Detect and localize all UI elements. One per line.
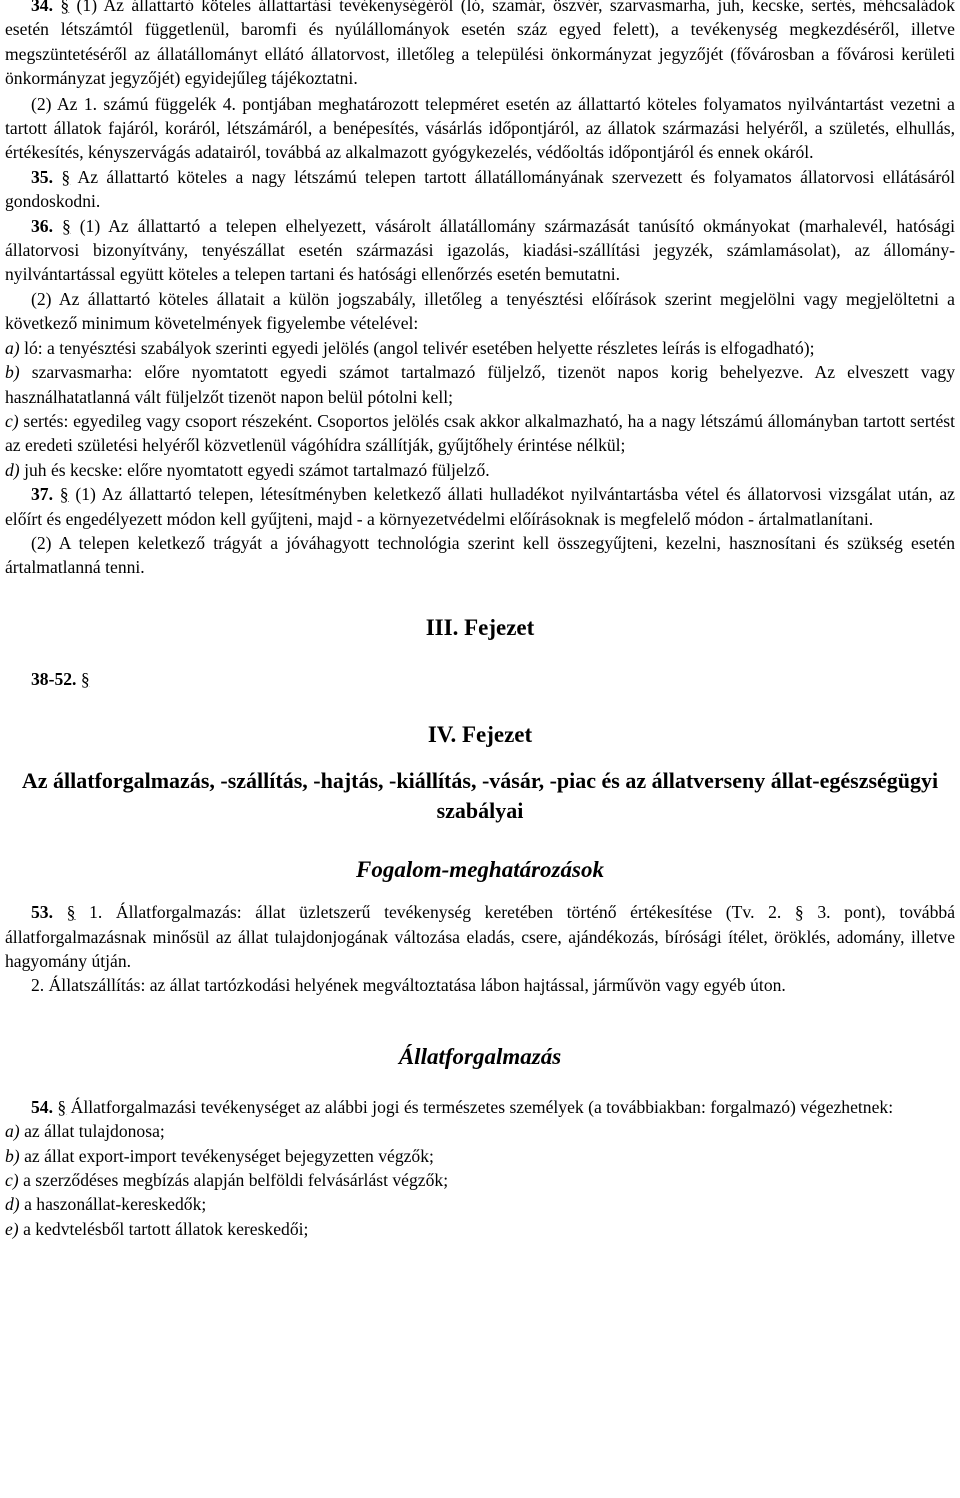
list-text: juh és kecske: előre nyomtatott egyedi számot tartalmazó füljelző. [24,459,490,480]
section-number: 38-52. [31,668,77,689]
section-sign: § [61,215,71,236]
section-sign: § [66,902,76,923]
list-text: a kedvtelésből tartott állatok kereskedői; [23,1218,309,1239]
chapter-4-title: Az állatforgalmazás, -szállítás, -hajtás, -kiállítás, -vásár, -piac és az állatverseny állat-egészségügyi szabályai [21,768,939,824]
list-label: a) [5,1121,20,1142]
paragraph-text: 1. Állatforgalmazás: állat üzletszerű tevékenység keretében történő értékesítése (Tv. 2. § 3. pont), továbbá állatforgalmazásnak minősül az állat tulajdonjogának változása eladás, csere, ajándékozás, bírósági ítélet, öröklés, adomány, illetve hagyomány útján. [5,902,956,971]
section-sign: § [60,0,70,15]
list-item-b [5,360,955,409]
paragraph-text: (1) Az állattartó köteles állattartási tevékenységéről (ló, szamár, öszvér, szarvasmarha, juh, kecske, sertés, méhcsaládok esetén létszámtól függetlenül, baromfi és nyúlállományok esetén száz egyed felett), a tevékenység megkezdéséről, illetve megszüntetéséről az állatállományt ellátó állatorvost, illetőleg a települési önkormányzat jegyzőjét (fővárosban a fővárosi kerületi önkormányzat jegyzőjét) egyidejűleg tájékoztatni. [5,0,955,89]
paragraph-text: (1) Az állattartó a telepen elhelyezett, vásárolt állatállomány származását tanúsító okmányokat (marhalevél, hatósági állatorvosi bizonyítvány, tenyészállat esetén származási igazolás, kiadási-szállítási jegyzék, számlamásolat), az állomány-nyilvántartással együtt köteles a telepen tartani és hatósági ellenőrzés esetén bemutatni. [5,215,955,285]
paragraph-53-2: 2. Állatszállítás: az állat tartózkodási helyének megváltoztatása lábon hajtással, járművön vagy egyéb úton. [31,975,786,996]
subtitle-animal-trade: Állatforgalmazás [398,1043,562,1069]
list-54-item-c [5,1168,955,1192]
list-item-d [5,458,955,482]
list-text: az állat export-import tevékenységet bejegyzetten végzők; [24,1145,434,1166]
list-label: a) [5,337,20,358]
list-text: sertés: egyedileg vagy csoport részeként. Csoportos jelölés csak akkor alkalmazható, ha a nagy létszámú állományban tartott sertést az eredeti születési helyéről közvetlenül vágóhídra szállítják, gyűjtőhely érintése nélkül; [5,410,955,456]
section-sign: § [61,166,71,187]
paragraph-37-2: (2) A telepen keletkező trágyát a jóváhagyott technológia szerint kell összegyűjteni, kezelni, hasznosítani és szükség esetén ártalmatlanná tenni. [5,532,955,578]
list-text: szarvasmarha: előre nyomtatott egyedi számot tartalmazó füljelző, tizenöt napos korig behelyezve. Az elveszett vagy használhatatlanná vált füljelzőt tizenöt napon belül pótolni kell; [5,362,956,407]
paragraph-text: Az állattartó köteles a nagy létszámú telepen tartott állatállományának szervezett és folyamatos állatorvosi ellátásáról gondoskodni. [5,166,955,212]
paragraph-34-1 [5,0,955,91]
section-number: 37. [31,484,53,505]
chapter-4-heading: IV. Fejezet [427,722,533,748]
section-number: 53. [31,902,53,923]
paragraph-54 [5,1095,955,1119]
paragraph-36-1 [5,214,955,287]
section-sign: § [59,484,69,505]
section-sign: § [57,1096,67,1117]
paragraph-34-2: (2) Az 1. számú függelék 4. pontjában meghatározott telepméret esetén az állattartó köteles folyamatos nyilvántartást vezetni a tartott állatok fajáról, koráról, létszámáról, a benépesítés, vásárlás időpontjáról, az állatok származási helyéről, a születés, elhullás, értékesítés, kényszervágás adatairól, továbbá az alkalmazott gyógykezelés, védőoltás időpontjáról és ennek okáról. [5,93,955,163]
list-text: az állat tulajdonosa; [24,1121,165,1142]
paragraph-53-1 [5,900,955,973]
section-number: 36. [31,215,53,236]
list-text: a szerződéses megbízás alapján belföldi felvásárlást végzők; [23,1170,449,1190]
paragraph-text: Állatforgalmazási tevékenységet az alábbi jogi és természetes személyek (a továbbiakban: forgalmazó) végezhetnek: [70,1096,894,1117]
subtitle-definitions: Fogalom-meghatározások [356,857,604,883]
list-54-item-d [5,1192,955,1216]
paragraph-38-52 [5,667,955,691]
list-label: d) [5,1194,20,1215]
paragraph-35 [5,165,955,214]
list-label: e) [5,1218,19,1239]
paragraph-37-1 [5,482,955,531]
list-text: ló: a tenyésztési szabályok szerinti egyedi jelölés (angol telivér esetében helyette részletes leírás is elfogadható); [24,337,815,358]
list-label: c) [5,410,19,431]
section-number: 54. [31,1096,53,1117]
list-label: c) [5,1170,19,1190]
list-label: d) [5,459,20,480]
list-item-a [5,336,955,360]
list-text: a haszonállat-kereskedők; [24,1194,207,1215]
list-item-c [5,409,955,458]
chapter-3-heading: III. Fejezet [425,614,535,640]
section-number: 35. [31,166,53,187]
section-number: 34. [31,0,53,15]
paragraph-text: (1) Az állattartó telepen, létesítményben keletkező állati hulladékot nyilvántartásba vétel és állatorvosi vizsgálat után, az előírt és engedélyezett módon kell gyűjteni, majd - a környezetvédelmi előírásoknak is megfelelő módon - ártalmatlanítani. [5,484,955,529]
list-label: b) [5,1145,20,1166]
list-54-item-b [5,1144,955,1168]
list-54-item-e [5,1217,955,1241]
section-sign: § [80,668,90,689]
list-label: b) [5,362,20,383]
paragraph-36-2: (2) Az állattartó köteles állatait a külön jogszabály, illetőleg a tenyésztési előírások szerint megjelölni vagy megjelöltetni a következő minimum követelmények figyelembe vételével: [5,288,955,334]
list-54-item-a [5,1119,955,1143]
